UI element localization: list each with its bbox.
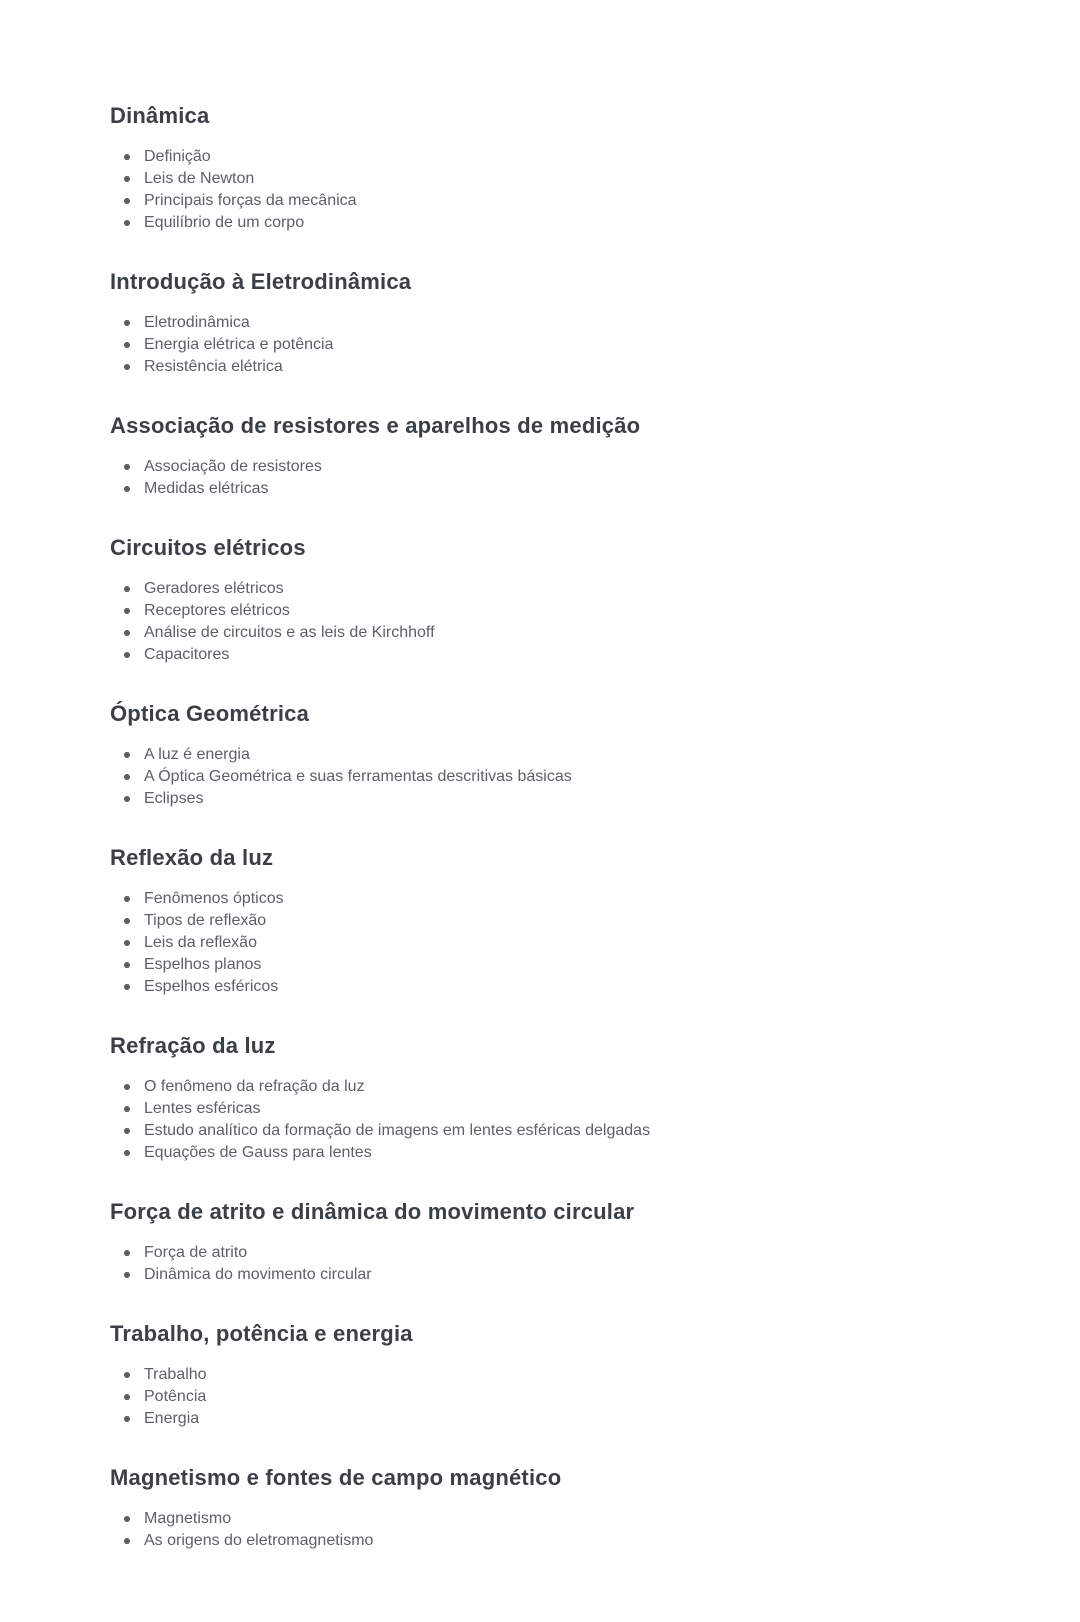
list-item-label: Dinâmica do movimento circular [144,1266,372,1283]
list-item [124,1386,990,1408]
bullet-icon [124,1128,130,1134]
section-title: Refração da luz [110,1033,276,1058]
bullet-icon [124,652,130,658]
list-item [124,190,990,212]
topic-section [110,412,990,500]
list-item [124,212,990,234]
topic-section [110,268,990,378]
list-item-label: Espelhos planos [144,956,262,973]
list-item-label: Energia elétrica e potência [144,336,334,353]
list-item [124,1120,990,1142]
list-item-label: Receptores elétricos [144,602,290,619]
list-item [124,1408,990,1430]
list-item [124,1076,990,1098]
bullet-icon [124,796,130,802]
bullet-icon [124,464,130,470]
list-item-label: Equilíbrio de um corpo [144,214,305,231]
list-item-label: Medidas elétricas [144,480,269,497]
section-title: Força de atrito e dinâmica do movimento circular [110,1199,635,1224]
list-item-label: Estudo analítico da formação de imagens em lentes esféricas delgadas [144,1122,651,1139]
topic-list [110,744,990,810]
bullet-icon [124,896,130,902]
section-title: Trabalho, potência e energia [110,1321,413,1346]
list-item-label: Principais forças da mecânica [144,192,357,209]
list-item-label: Definição [144,148,211,165]
topic-section [110,1032,990,1164]
list-item-label: Leis de Newton [144,170,255,187]
bullet-icon [124,1150,130,1156]
list-item [124,954,990,976]
list-item-label: Fenômenos ópticos [144,890,284,907]
bullet-icon [124,752,130,758]
list-item [124,1098,990,1120]
list-item-label: Equações de Gauss para lentes [144,1144,372,1161]
list-item-label: Tipos de reflexão [144,912,267,929]
bullet-icon [124,154,130,160]
list-item-label: Eclipses [144,790,204,807]
list-item [124,1508,990,1530]
list-item [124,1530,990,1552]
topic-list [110,1076,990,1164]
list-item [124,644,990,666]
list-item-label: Magnetismo [144,1510,232,1527]
list-item [124,888,990,910]
section-title: Dinâmica [110,103,210,128]
list-item-label: A luz é energia [144,746,250,763]
section-title: Introdução à Eletrodinâmica [110,269,412,294]
bullet-icon [124,1084,130,1090]
list-item-label: Associação de resistores [144,458,322,475]
bullet-icon [124,342,130,348]
topic-section [110,1464,990,1552]
topic-section [110,102,990,234]
bullet-icon [124,918,130,924]
bullet-icon [124,1394,130,1400]
bullet-icon [124,486,130,492]
bullet-icon [124,176,130,182]
list-item [124,766,990,788]
list-item [124,932,990,954]
syllabus-sections [110,102,990,1552]
list-item [124,168,990,190]
list-item [124,356,990,378]
section-title: Magnetismo e fontes de campo magnético [110,1465,562,1490]
bullet-icon [124,1372,130,1378]
list-item-label: Energia [144,1410,200,1427]
bullet-icon [124,320,130,326]
list-item-label: Força de atrito [144,1244,248,1261]
list-item-label: Análise de circuitos e as leis de Kirchhoff [144,624,435,641]
bullet-icon [124,1106,130,1112]
topic-section [110,1320,990,1430]
list-item [124,334,990,356]
topic-section [110,844,990,998]
topic-list [110,1508,990,1552]
bullet-icon [124,608,130,614]
bullet-icon [124,198,130,204]
list-item [124,578,990,600]
topic-list [110,1364,990,1430]
list-item-label: Trabalho [144,1366,207,1383]
topic-list [110,578,990,666]
list-item-label: Resistência elétrica [144,358,283,375]
list-item [124,910,990,932]
topic-section [110,700,990,810]
list-item-label: As origens do eletromagnetismo [144,1532,374,1549]
topic-section [110,534,990,666]
bullet-icon [124,962,130,968]
list-item [124,744,990,766]
topic-list [110,1242,990,1286]
topic-section [110,1198,990,1286]
topic-list [110,312,990,378]
list-item-label: Eletrodinâmica [144,314,250,331]
list-item [124,1364,990,1386]
section-title: Circuitos elétricos [110,535,306,560]
list-item [124,600,990,622]
topic-list [110,456,990,500]
topic-list [110,888,990,998]
section-title: Reflexão da luz [110,845,274,870]
list-item [124,456,990,478]
bullet-icon [124,940,130,946]
list-item-label: Geradores elétricos [144,580,284,597]
list-item [124,976,990,998]
bullet-icon [124,586,130,592]
section-title: Associação de resistores e aparelhos de medição [110,413,641,438]
bullet-icon [124,630,130,636]
list-item-label: Espelhos esféricos [144,978,279,995]
bullet-icon [124,364,130,370]
list-item-label: A Óptica Geométrica e suas ferramentas descritivas básicas [144,768,572,785]
list-item-label: Lentes esféricas [144,1100,261,1117]
list-item [124,1242,990,1264]
bullet-icon [124,1538,130,1544]
list-item [124,788,990,810]
bullet-icon [124,774,130,780]
list-item [124,1142,990,1164]
bullet-icon [124,1272,130,1278]
list-item [124,1264,990,1286]
bullet-icon [124,1516,130,1522]
bullet-icon [124,1416,130,1422]
list-item [124,146,990,168]
list-item-label: O fenômeno da refração da luz [144,1078,365,1095]
list-item [124,622,990,644]
list-item [124,478,990,500]
bullet-icon [124,984,130,990]
list-item [124,312,990,334]
topic-list [110,146,990,234]
list-item-label: Leis da reflexão [144,934,257,951]
bullet-icon [124,1250,130,1256]
list-item-label: Capacitores [144,646,230,663]
list-item-label: Potência [144,1388,207,1405]
section-title: Óptica Geométrica [110,701,310,726]
bullet-icon [124,220,130,226]
